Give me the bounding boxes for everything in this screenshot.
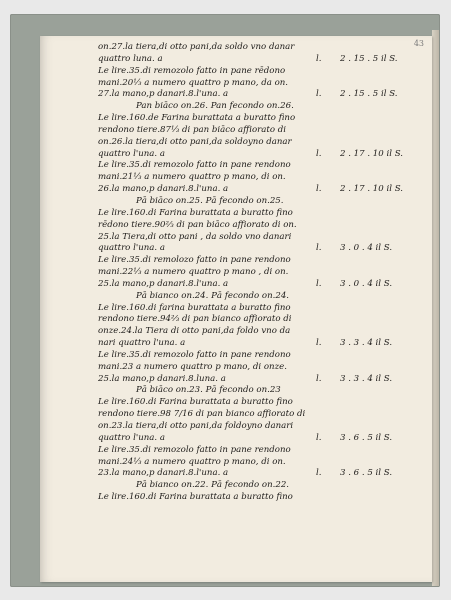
text-line bbox=[98, 125, 428, 137]
line-text: Le lire.35.di remozolo fatto in pane rendono bbox=[98, 349, 291, 360]
price-unit: l. bbox=[316, 243, 322, 254]
price-unit: l. bbox=[316, 53, 322, 64]
line-text: 25.la mano,p danari.8.l'una. a bbox=[98, 278, 229, 289]
folio-number: 43 bbox=[413, 39, 424, 48]
text-line bbox=[98, 78, 428, 90]
line-text: nari quattro l'una. a bbox=[98, 338, 186, 349]
price-amount: 2 . 17 . 10 il S. bbox=[340, 148, 404, 159]
price-amount: 2 . 17 . 10 il S. bbox=[340, 184, 404, 195]
line-text: 26.la mano,p danari.8.l'una. a bbox=[98, 184, 229, 195]
line-text: mani.21⅓ a numero quattro p mano, di on. bbox=[98, 172, 286, 183]
price-unit: l. bbox=[316, 89, 322, 100]
price-amount: 3 . 3 . 4 il S. bbox=[340, 373, 393, 384]
price-unit: l. bbox=[316, 148, 322, 159]
line-text: Pā bianco on.22. Pā fecondo on.22. bbox=[136, 480, 290, 491]
text-line bbox=[98, 220, 428, 232]
line-text: 27.la mano,p danari.8.l'una. a bbox=[98, 89, 229, 100]
text-line bbox=[98, 208, 428, 220]
text-line bbox=[98, 137, 428, 149]
line-text: Le lire.35.di remozolo fatto in pane rendono bbox=[98, 160, 291, 171]
price-amount: 3 . 0 . 4 il S. bbox=[340, 243, 393, 254]
line-text: Le lire.160.di Farina burattata a buratto fino bbox=[98, 492, 293, 503]
text-line bbox=[98, 291, 428, 303]
line-text: quattro l'una. a bbox=[98, 432, 165, 443]
line-text: 23.la mano,p danari.8.l'una. a bbox=[98, 468, 229, 479]
text-line bbox=[98, 338, 428, 350]
price-amount: 3 . 0 . 4 il S. bbox=[340, 278, 393, 289]
text-line bbox=[98, 255, 428, 267]
book-page bbox=[40, 36, 432, 582]
line-text: rendono tiere.87⅓ di pan biāco affiorato di bbox=[98, 124, 286, 135]
text-line bbox=[98, 267, 428, 279]
text-line bbox=[98, 243, 428, 255]
line-text: onze.24.la Tiera di otto pani,da foldo vno da bbox=[98, 326, 291, 337]
text-line bbox=[98, 385, 428, 397]
line-text: rendono tiere.98 7/16 di pan bianco affiorato di bbox=[98, 409, 306, 420]
line-text: Le lire.35.di remolozo fatto in pane rendono bbox=[98, 255, 291, 266]
text-line bbox=[98, 184, 428, 196]
price-unit: l. bbox=[316, 338, 322, 349]
price-amount: 3 . 6 . 5 il S. bbox=[340, 468, 393, 479]
price-unit: l. bbox=[316, 184, 322, 195]
line-text: quattro luna. a bbox=[98, 53, 163, 64]
line-text: rēdono tiere.90⅔ di pan biāco affiorato di on. bbox=[98, 219, 297, 230]
page-text bbox=[98, 42, 428, 504]
text-line bbox=[98, 113, 428, 125]
line-text: on.26.la tiera,di otto pani,da soldoyno danar bbox=[98, 136, 292, 147]
text-line bbox=[98, 457, 428, 469]
line-text: mani.23 a numero quattro p mano, di onze. bbox=[98, 361, 287, 372]
text-line bbox=[98, 433, 428, 445]
line-text: Pan biāco on.26. Pan fecondo on.26. bbox=[136, 101, 294, 112]
line-text: Le lire.160.de Farina burattata a buratto fino bbox=[98, 113, 296, 124]
text-line bbox=[98, 492, 428, 504]
line-text: Pā biāco on.25. Pā fecondo on.25. bbox=[136, 195, 284, 206]
text-line bbox=[98, 397, 428, 409]
text-line bbox=[98, 279, 428, 291]
line-text: rendono tiere.94⅔ di pan bianco affiorato di bbox=[98, 314, 292, 325]
text-line bbox=[98, 409, 428, 421]
price-amount: 3 . 3 . 4 il S. bbox=[340, 338, 393, 349]
line-text: quattro l'una. a bbox=[98, 148, 165, 159]
text-line bbox=[98, 42, 428, 54]
text-line bbox=[98, 303, 428, 315]
line-text: on.27.la tiera,di otto pani,da soldo vno danar bbox=[98, 42, 295, 52]
line-text: Le lire.160.di farina burattata a buratto fino bbox=[98, 302, 291, 313]
line-text: Le lire.35.di remozolo fatto in pane rendono bbox=[98, 444, 291, 455]
text-line bbox=[98, 350, 428, 362]
line-text: mani.22⅓ a numero quattro p mano , di on. bbox=[98, 267, 289, 278]
text-line bbox=[98, 421, 428, 433]
text-line bbox=[98, 89, 428, 101]
price-unit: l. bbox=[316, 373, 322, 384]
line-text: mani.24⅓ a numero quattro p mano, di on. bbox=[98, 456, 286, 467]
text-line bbox=[98, 172, 428, 184]
text-line bbox=[98, 314, 428, 326]
text-line bbox=[98, 468, 428, 480]
text-line bbox=[98, 480, 428, 492]
line-text: Pā bianco on.24. Pā fecondo on.24. bbox=[136, 290, 290, 301]
price-amount: 2 . 15 . 5 il S. bbox=[340, 53, 398, 64]
price-unit: l. bbox=[316, 432, 322, 443]
line-text: Pā biāco on.23. Pā fecondo on.23 bbox=[136, 385, 281, 396]
text-line bbox=[98, 445, 428, 457]
text-line bbox=[98, 362, 428, 374]
text-line bbox=[98, 160, 428, 172]
price-unit: l. bbox=[316, 468, 322, 479]
text-line bbox=[98, 326, 428, 338]
line-text: 25.la mano,p danari.8.luna. a bbox=[98, 373, 226, 384]
line-text: Le lire.160.di Farina burattata a buratto fino bbox=[98, 207, 293, 218]
line-text: quattro l'una. a bbox=[98, 243, 165, 254]
text-line bbox=[98, 196, 428, 208]
price-amount: 2 . 15 . 5 il S. bbox=[340, 89, 398, 100]
line-text: on.23.la tiera,di otto pani,da foldoyno danari bbox=[98, 421, 294, 431]
line-text: 25.la Tiera,di otto pani , da soldo vno danari bbox=[98, 231, 292, 242]
text-line bbox=[98, 54, 428, 66]
price-amount: 3 . 6 . 5 il S. bbox=[340, 432, 393, 443]
line-text: Le lire.35.di remozolo fatto in pane rēdono bbox=[98, 65, 286, 76]
text-line bbox=[98, 149, 428, 161]
text-line bbox=[98, 66, 428, 78]
page-edges bbox=[432, 30, 439, 586]
text-line bbox=[98, 232, 428, 244]
line-text: mani.20⅓ a numero quattro p mano, da on. bbox=[98, 77, 289, 88]
text-line bbox=[98, 101, 428, 113]
price-unit: l. bbox=[316, 278, 322, 289]
line-text: Le lire.160.di Farina burattata a buratto fino bbox=[98, 397, 293, 408]
text-line bbox=[98, 374, 428, 386]
